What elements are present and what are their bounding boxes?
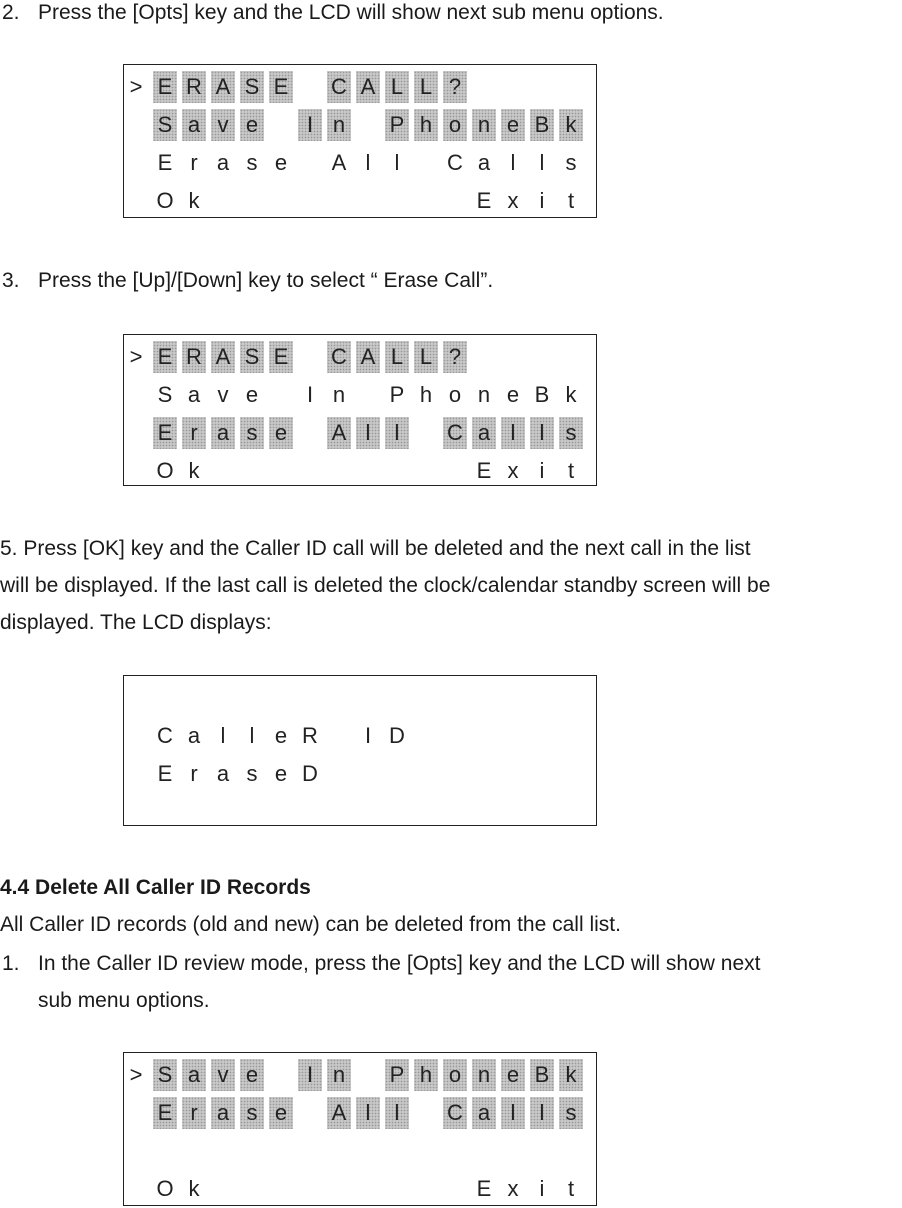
lcd-char — [124, 758, 148, 790]
lcd-char: e — [274, 723, 288, 748]
lcd-char: E — [269, 71, 293, 103]
lcd-char: k — [188, 458, 200, 483]
lcd-char — [211, 185, 235, 217]
lcd-char: L — [385, 341, 409, 373]
lcd-char: s — [559, 1097, 583, 1129]
lcd-char: A — [356, 341, 380, 373]
lcd-char: a — [472, 1097, 496, 1129]
lcd-char: E — [153, 341, 177, 373]
step-5-line: displayed. The LCD displays: — [0, 611, 272, 634]
lcd-char: a — [182, 109, 206, 141]
lcd-char — [298, 455, 322, 487]
lcd-char: e — [501, 109, 525, 141]
section-step-1-line: In the Caller ID review mode, press the [Opts] key and the LCD will show next — [38, 952, 761, 975]
lcd-char: e — [240, 1059, 264, 1091]
lcd-row — [124, 796, 596, 828]
lcd-char — [414, 185, 438, 217]
step-3-text: Press the [Up]/[Down] key to select “ Erase Call”. — [38, 269, 494, 292]
lcd-char: R — [302, 723, 318, 748]
lcd-char — [414, 147, 438, 179]
lcd-char: n — [327, 1059, 351, 1091]
lcd-row — [124, 109, 596, 141]
lcd-row — [124, 71, 596, 103]
lcd-char: a — [472, 417, 496, 449]
lcd-char: l — [510, 150, 516, 175]
lcd-char — [385, 1173, 409, 1205]
lcd-display-1 — [123, 64, 597, 218]
lcd-char — [298, 185, 322, 217]
lcd-char: n — [327, 109, 351, 141]
lcd-char: A — [211, 341, 235, 373]
lcd-char: r — [182, 1097, 206, 1129]
lcd-char: l — [394, 150, 400, 175]
lcd-char — [269, 455, 293, 487]
lcd-char — [240, 185, 264, 217]
lcd-char: a — [216, 150, 230, 175]
lcd-char: l — [530, 417, 554, 449]
lcd-char: i — [539, 1176, 545, 1201]
lcd-char — [240, 455, 264, 487]
lcd-char — [124, 417, 148, 449]
lcd-char: r — [190, 761, 198, 786]
step-3 — [0, 262, 902, 299]
lcd-char: e — [274, 761, 288, 786]
lcd-char: A — [331, 150, 347, 175]
lcd-char: E — [157, 150, 173, 175]
lcd-char: D — [302, 761, 318, 786]
lcd-char: O — [156, 1176, 174, 1201]
lcd-row — [124, 379, 596, 411]
lcd-char — [327, 455, 351, 487]
step-2 — [0, 0, 902, 31]
lcd-char: O — [156, 188, 174, 213]
lcd-row — [124, 682, 596, 714]
lcd-char — [211, 455, 235, 487]
lcd-char — [124, 455, 148, 487]
lcd-char: B — [530, 109, 554, 141]
lcd-char: v — [217, 382, 229, 407]
lcd-char: I — [306, 382, 314, 407]
lcd-char: C — [157, 723, 173, 748]
lcd-char: a — [216, 761, 230, 786]
lcd-char — [414, 417, 438, 449]
lcd-char: R — [182, 341, 206, 373]
lcd-char: O — [156, 458, 174, 483]
lcd-char: l — [385, 1097, 409, 1129]
lcd-display-2 — [123, 334, 597, 486]
lcd-char: v — [211, 109, 235, 141]
lcd-char: A — [211, 71, 235, 103]
lcd-row — [124, 147, 596, 179]
lcd-char: r — [190, 150, 198, 175]
lcd-row — [124, 1059, 596, 1091]
lcd-char — [124, 1173, 148, 1205]
lcd-char: S — [240, 341, 264, 373]
lcd-char — [327, 185, 351, 217]
lcd-char: h — [414, 109, 438, 141]
lcd-char: e — [269, 1097, 293, 1129]
lcd-char: C — [327, 341, 351, 373]
lcd-char — [269, 109, 293, 141]
step-5-line: will be displayed. If the last call is deleted the clock/calendar standby screen will be — [0, 574, 771, 597]
lcd-char: t — [567, 458, 575, 483]
lcd-char — [269, 1173, 293, 1205]
lcd-char: E — [476, 1176, 492, 1201]
lcd-char — [269, 1059, 293, 1091]
lcd-char: l — [530, 1097, 554, 1129]
section-step-1-line: sub menu options. — [38, 989, 210, 1012]
lcd-char: s — [565, 150, 577, 175]
lcd-char — [327, 720, 351, 752]
lcd-char: I — [364, 723, 372, 748]
lcd-char: n — [472, 109, 496, 141]
lcd-char: l — [356, 417, 380, 449]
lcd-char — [327, 1173, 351, 1205]
lcd-char: S — [240, 71, 264, 103]
lcd-char — [211, 1173, 235, 1205]
lcd-row — [124, 758, 596, 790]
lcd-char: E — [476, 188, 492, 213]
lcd-char: s — [559, 417, 583, 449]
lcd-row — [124, 1097, 596, 1129]
lcd-char: l — [501, 417, 525, 449]
lcd-char: e — [269, 417, 293, 449]
lcd-char: t — [567, 188, 575, 213]
lcd-char: P — [389, 382, 405, 407]
lcd-cursor: > — [129, 344, 143, 369]
lcd-char: a — [211, 417, 235, 449]
lcd-char: x — [507, 1176, 519, 1201]
lcd-char — [269, 185, 293, 217]
lcd-char — [356, 455, 380, 487]
lcd-char: k — [565, 382, 577, 407]
lcd-char: e — [245, 382, 259, 407]
section-heading: 4.4 Delete All Caller ID Records — [0, 876, 311, 899]
lcd-char — [443, 185, 467, 217]
lcd-char: A — [327, 417, 351, 449]
lcd-row — [124, 455, 596, 487]
lcd-row — [124, 341, 596, 373]
lcd-char: S — [157, 382, 173, 407]
lcd-char: E — [157, 761, 173, 786]
lcd-char: A — [356, 71, 380, 103]
lcd-char — [356, 1059, 380, 1091]
lcd-char: D — [389, 723, 405, 748]
lcd-char: h — [414, 1059, 438, 1091]
lcd-char: l — [501, 1097, 525, 1129]
lcd-char: I — [298, 109, 322, 141]
lcd-char — [298, 1097, 322, 1129]
lcd-char: E — [476, 458, 492, 483]
lcd-char: n — [477, 382, 491, 407]
lcd-char: k — [188, 188, 200, 213]
lcd-char: o — [443, 1059, 467, 1091]
lcd-char: v — [211, 1059, 235, 1091]
lcd-char: E — [153, 1097, 177, 1129]
section-step-1 — [0, 945, 902, 1019]
lcd-char: a — [182, 1059, 206, 1091]
lcd-display-3 — [123, 675, 597, 826]
lcd-char: a — [187, 723, 201, 748]
lcd-char: s — [240, 1097, 264, 1129]
lcd-char: ? — [443, 341, 467, 373]
lcd-char: x — [507, 188, 519, 213]
lcd-char: E — [153, 71, 177, 103]
lcd-row — [124, 1173, 596, 1205]
lcd-char: s — [246, 150, 258, 175]
lcd-char: l — [385, 417, 409, 449]
section-step-1-number: 1. — [2, 952, 20, 975]
lcd-char — [356, 379, 380, 411]
lcd-char: l — [365, 150, 371, 175]
lcd-char — [356, 109, 380, 141]
step-2-text: Press the [Opts] key and the LCD will show next sub menu options. — [38, 1, 664, 24]
lcd-char: o — [448, 382, 462, 407]
lcd-char: R — [182, 71, 206, 103]
lcd-char: e — [274, 150, 288, 175]
step-3-number: 3. — [2, 269, 20, 292]
lcd-char — [124, 109, 148, 141]
lcd-char: C — [327, 71, 351, 103]
lcd-char: k — [559, 1059, 583, 1091]
lcd-char — [124, 1097, 148, 1129]
lcd-char: s — [246, 761, 258, 786]
lcd-char: P — [385, 109, 409, 141]
lcd-row — [124, 1135, 596, 1167]
lcd-char — [298, 417, 322, 449]
lcd-char — [414, 1097, 438, 1129]
lcd-char: e — [501, 1059, 525, 1091]
lcd-char — [240, 1173, 264, 1205]
lcd-char: B — [534, 382, 550, 407]
lcd-cursor: > — [129, 74, 143, 99]
lcd-char: S — [153, 1059, 177, 1091]
lcd-char: C — [443, 417, 467, 449]
lcd-char — [356, 1173, 380, 1205]
lcd-char: a — [211, 1097, 235, 1129]
lcd-char: h — [419, 382, 433, 407]
lcd-char: l — [249, 723, 255, 748]
lcd-char: l — [356, 1097, 380, 1129]
lcd-char: k — [188, 1176, 200, 1201]
lcd-char — [269, 379, 293, 411]
lcd-char — [124, 379, 148, 411]
lcd-char: E — [269, 341, 293, 373]
step-5-line: 5. Press [OK] key and the Caller ID call will be deleted and the next call in the list — [0, 537, 751, 560]
lcd-char: t — [567, 1176, 575, 1201]
lcd-char: L — [385, 71, 409, 103]
section-intro: All Caller ID records (old and new) can be deleted from the call list. — [0, 913, 621, 936]
step-2-number: 2. — [2, 1, 20, 24]
lcd-char — [385, 185, 409, 217]
lcd-cursor: > — [129, 1062, 143, 1087]
lcd-char: C — [447, 150, 463, 175]
lcd-char: A — [327, 1097, 351, 1129]
lcd-char: P — [385, 1059, 409, 1091]
lcd-row — [124, 720, 596, 752]
lcd-char: k — [559, 109, 583, 141]
lcd-char: i — [539, 188, 545, 213]
lcd-char: l — [539, 150, 545, 175]
lcd-char — [298, 71, 322, 103]
lcd-char: i — [539, 458, 545, 483]
lcd-char: e — [506, 382, 520, 407]
lcd-char: a — [187, 382, 201, 407]
lcd-char — [414, 1173, 438, 1205]
lcd-char: e — [240, 109, 264, 141]
lcd-row — [124, 417, 596, 449]
lcd-char: a — [477, 150, 491, 175]
lcd-char: n — [472, 1059, 496, 1091]
lcd-char: C — [443, 1097, 467, 1129]
lcd-char: r — [182, 417, 206, 449]
lcd-char: L — [414, 71, 438, 103]
lcd-char — [356, 185, 380, 217]
lcd-char — [443, 1173, 467, 1205]
lcd-display-4 — [123, 1052, 597, 1206]
lcd-char: E — [153, 417, 177, 449]
lcd-char — [414, 455, 438, 487]
lcd-char — [298, 147, 322, 179]
lcd-char: n — [332, 382, 346, 407]
lcd-char — [124, 185, 148, 217]
lcd-char — [298, 1173, 322, 1205]
lcd-char: s — [240, 417, 264, 449]
lcd-char: L — [414, 341, 438, 373]
lcd-char — [124, 147, 148, 179]
lcd-char: S — [153, 109, 177, 141]
lcd-char: ? — [443, 71, 467, 103]
lcd-char: l — [220, 723, 226, 748]
lcd-char: B — [530, 1059, 554, 1091]
lcd-char — [124, 720, 148, 752]
step-5 — [0, 530, 902, 641]
lcd-char — [385, 455, 409, 487]
lcd-char: o — [443, 109, 467, 141]
lcd-char: x — [507, 458, 519, 483]
lcd-char — [298, 341, 322, 373]
lcd-row — [124, 185, 596, 217]
lcd-char: I — [298, 1059, 322, 1091]
lcd-char — [443, 455, 467, 487]
